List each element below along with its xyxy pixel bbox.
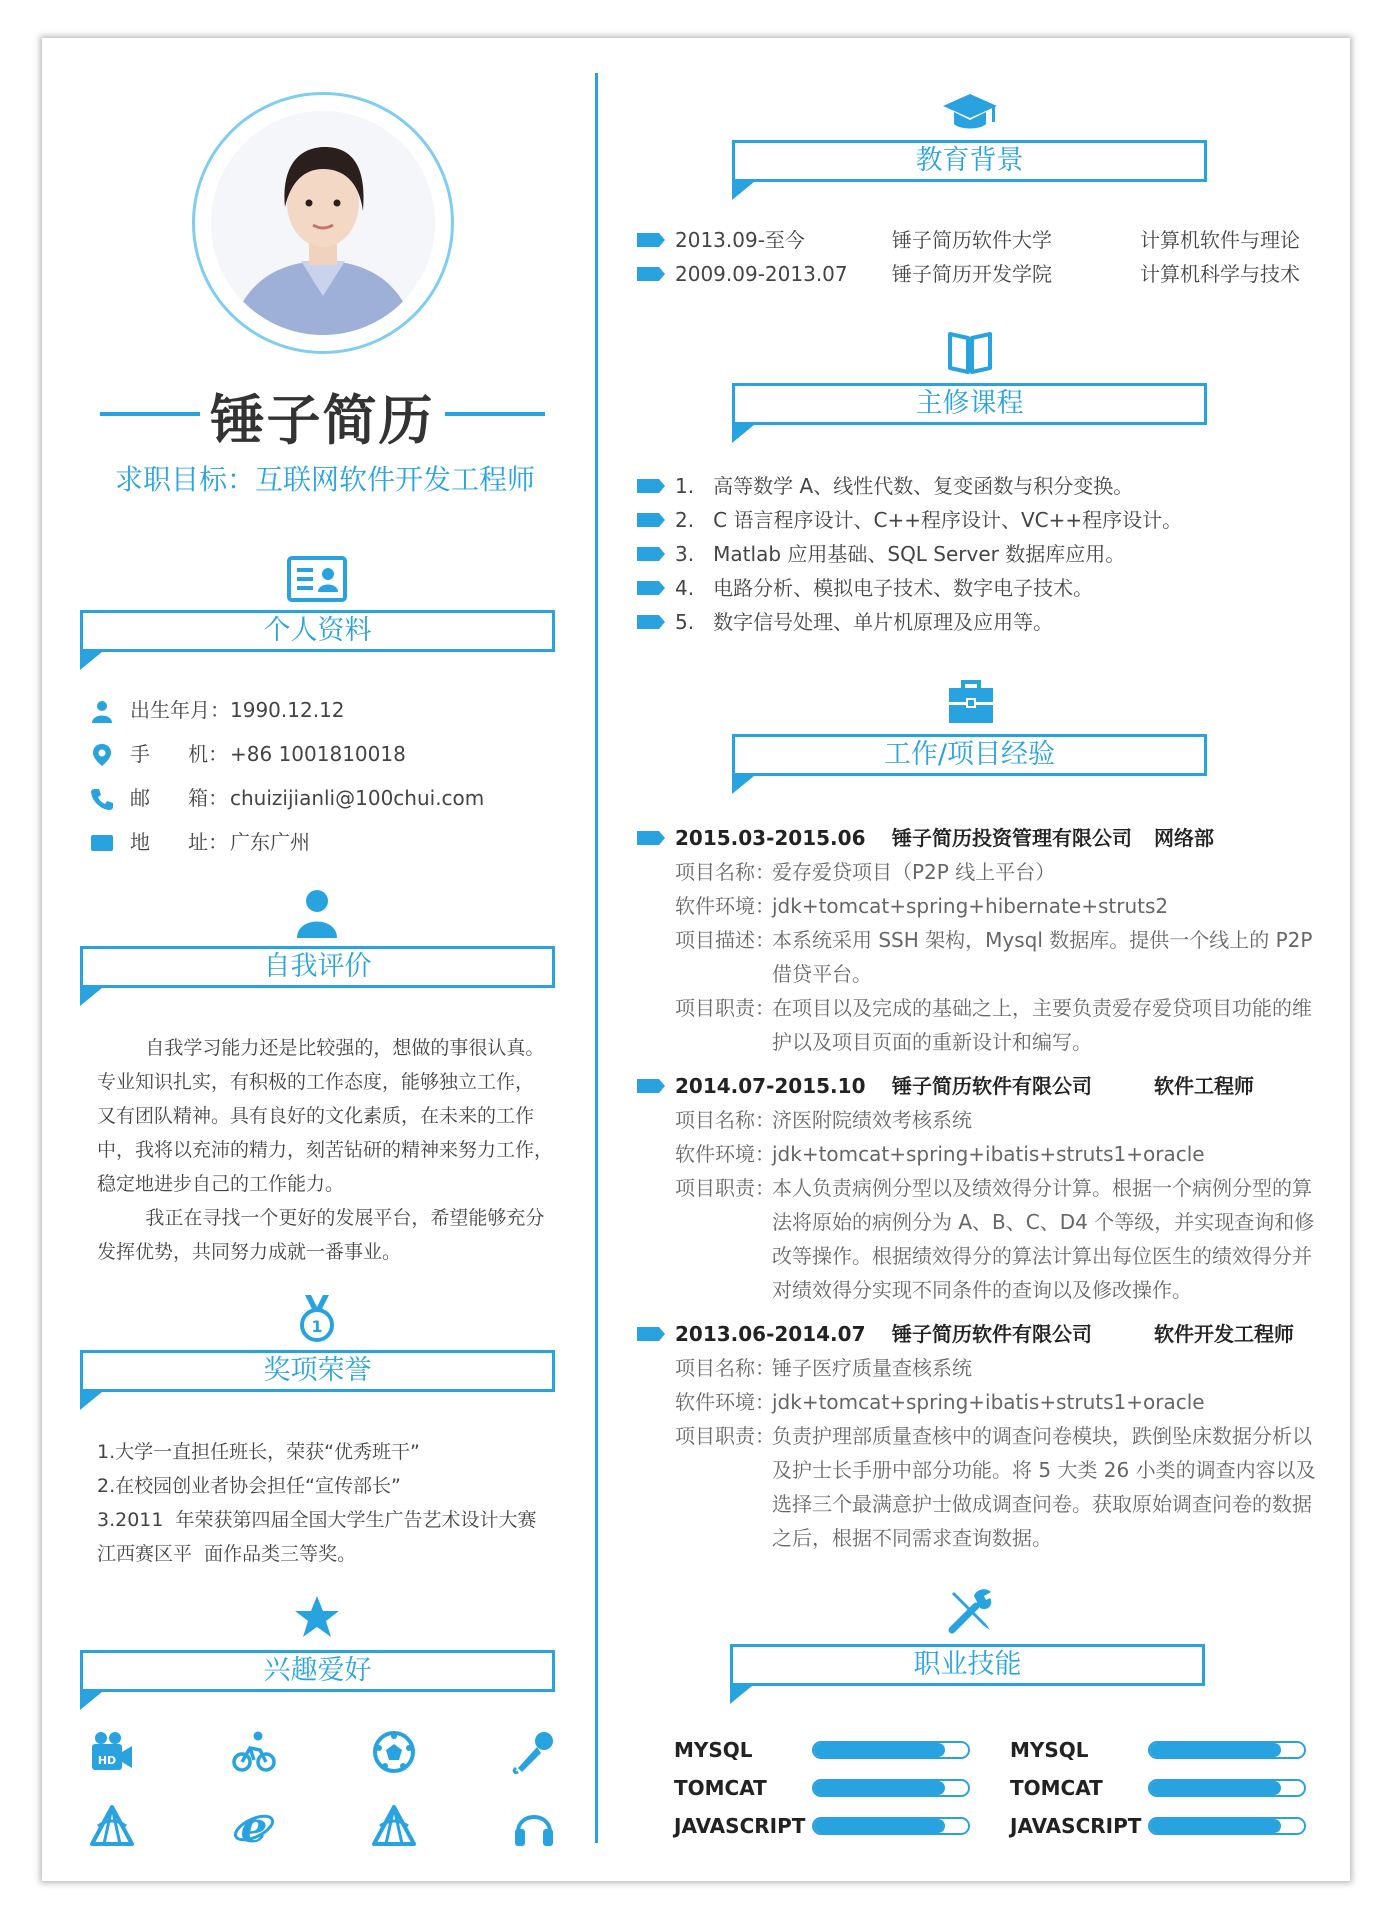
info-value: +86 1001810018 (230, 742, 406, 766)
bullet-icon (637, 513, 665, 527)
info-value: 1990.12.12 (230, 698, 345, 722)
info-label: 手 机： (130, 742, 229, 766)
exp-key: 项目职责： (675, 996, 775, 1020)
exp-company: 锤子简历投资管理有限公司 (892, 826, 1132, 850)
section-tail (80, 988, 102, 1006)
section-tail (730, 1686, 752, 1704)
exp-key: 项目描述： (675, 928, 775, 952)
award-item: 3.2011 年荣获第四届全国大学生广告艺术设计大赛 (97, 1509, 537, 1531)
course-item: 3. Matlab 应用基础、SQL Server 数据库应用。 (675, 542, 1126, 566)
award-item: 江西赛区平 面作品类三等奖。 (97, 1543, 357, 1565)
exp-period: 2014.07-2015.10 (675, 1074, 866, 1098)
exp-value: 本人负责病例分型以及绩效得分计算。根据一个病例分型的算 (772, 1176, 1312, 1200)
skill-bar-fill (1150, 1819, 1281, 1833)
exp-key: 软件环境： (675, 1390, 775, 1414)
exp-value: 爱存爱贷项目（P2P 线上平台） (772, 860, 1056, 884)
mail-icon (90, 831, 114, 855)
exp-value: 选择三个最满意护士做成调查问卷。获取原始调查问卷的数据 (772, 1492, 1312, 1516)
exp-value: 本系统采用 SSH 架构，Mysql 数据库。提供一个线上的 P2P (772, 928, 1313, 952)
education-school: 锤子简历开发学院 (892, 262, 1052, 286)
bullet-icon (637, 479, 665, 493)
microphone-icon (512, 1730, 556, 1774)
headphones-icon (512, 1804, 556, 1848)
briefcase-icon (948, 680, 994, 724)
cycling-icon (232, 1730, 276, 1774)
job-goal: 求职目标：互联网软件开发工程师 (114, 463, 535, 496)
location-icon (90, 743, 114, 767)
skill-bar (812, 1779, 970, 1797)
bullet-icon (637, 615, 665, 629)
course-item: 1. 高等数学 A、线性代数、复变函数与积分变换。 (675, 474, 1134, 498)
section-tail (80, 1692, 102, 1710)
exp-value: jdk+tomcat+spring+hibernate+struts2 (772, 894, 1169, 918)
info-value: 广东广州 (230, 830, 310, 854)
exp-key: 项目名称： (675, 860, 775, 884)
section-title: 教育背景 (732, 140, 1207, 182)
text-line: 发挥优势，共同努力成就一番事业。 (97, 1241, 402, 1263)
skill-bar-fill (814, 1781, 945, 1795)
skill-name: TOMCAT (1010, 1776, 1103, 1800)
skill-bar-fill (814, 1743, 945, 1757)
photo-frame (192, 92, 454, 354)
person-icon (90, 699, 114, 723)
section-title: 奖项荣誉 (80, 1350, 555, 1392)
tools-icon (946, 1586, 996, 1636)
svg-text:HD: HD (97, 1754, 117, 1767)
user-icon (296, 888, 338, 938)
football-icon (372, 1730, 416, 1774)
award-item: 2.在校园创业者协会担任“宣传部长” (97, 1475, 401, 1497)
exp-value: 护以及项目页面的重新设计和编写。 (772, 1030, 1092, 1054)
exp-key: 项目名称： (675, 1356, 775, 1380)
exp-value: 锤子医疗质量查核系统 (772, 1356, 972, 1380)
award-item: 1.大学一直担任班长，荣获“优秀班干” (97, 1441, 420, 1463)
exp-period: 2015.03-2015.06 (675, 826, 866, 850)
exp-value: 法将原始的病例分为 A、B、C、D4 个等级，并实现查询和修 (772, 1210, 1315, 1234)
skill-name: JAVASCRIPT (674, 1814, 806, 1838)
course-item: 5. 数字信号处理、单片机原理及应用等。 (675, 610, 1054, 634)
skill-bar-fill (1150, 1781, 1281, 1795)
exp-key: 项目名称： (675, 1108, 775, 1132)
resume-page (42, 38, 1350, 1881)
exp-value: jdk+tomcat+spring+ibatis+struts1+oracle (772, 1390, 1205, 1414)
exp-value: 对绩效得分实现不同条件的查询以及修改操作。 (772, 1278, 1192, 1302)
text-line: 自我学习能力还是比较强的，想做的事很认真。 (97, 1037, 545, 1059)
column-divider (595, 73, 598, 1843)
info-label: 出生年月： (130, 698, 230, 722)
exp-key: 项目职责： (675, 1176, 775, 1200)
bullet-icon (637, 831, 665, 845)
section-title: 工作/项目经验 (732, 734, 1207, 776)
education-major: 计算机科学与技术 (1140, 262, 1300, 286)
phone-icon (90, 787, 114, 811)
name-row (100, 378, 545, 452)
course-item: 2. C 语言程序设计、C++程序设计、VC++程序设计。 (675, 508, 1183, 532)
education-major: 计算机软件与理论 (1140, 228, 1300, 252)
candidate-name: 锤子简历 (210, 389, 435, 452)
exp-role: 软件开发工程师 (1154, 1322, 1294, 1346)
skill-bar (812, 1817, 970, 1835)
text-line: 又有团队精神。具有良好的文化素质，在未来的工作 (97, 1105, 535, 1127)
exp-role: 网络部 (1154, 826, 1214, 850)
exp-company: 锤子简历软件有限公司 (892, 1074, 1092, 1098)
skill-name: MYSQL (1010, 1738, 1089, 1762)
exp-key: 软件环境： (675, 1142, 775, 1166)
bullet-icon (637, 581, 665, 595)
education-school: 锤子简历软件大学 (892, 228, 1052, 252)
section-tail (80, 652, 102, 670)
section-tail (732, 425, 754, 443)
book-icon (946, 328, 994, 376)
section-title: 个人资料 (80, 610, 555, 652)
skill-name: TOMCAT (674, 1776, 767, 1800)
skill-bar (1148, 1779, 1306, 1797)
section-title: 职业技能 (730, 1644, 1205, 1686)
info-label: 邮 箱： (130, 786, 229, 810)
info-value: chuizijianli@100chui.com (230, 786, 485, 810)
section-title: 主修课程 (732, 383, 1207, 425)
browser-icon (232, 1804, 276, 1848)
text-line: 专业知识扎实，有积极的工作态度，能够独立工作， (97, 1071, 535, 1093)
exp-value: 在项目以及完成的基础之上，主要负责爱存爱贷项目功能的维 (772, 996, 1312, 1020)
exp-value: 之后，根据不同需求查询数据。 (772, 1526, 1052, 1550)
skill-bar (812, 1741, 970, 1759)
exp-value: jdk+tomcat+spring+ibatis+struts1+oracle (772, 1142, 1205, 1166)
skill-name: MYSQL (674, 1738, 753, 1762)
exp-period: 2013.06-2014.07 (675, 1322, 866, 1346)
education-period: 2009.09-2013.07 (675, 262, 848, 286)
text-line: 中，我将以充沛的精力，刻苦钻研的精神来努力工作， (97, 1139, 554, 1161)
video-camera-icon (90, 1730, 134, 1774)
exp-key: 软件环境： (675, 894, 775, 918)
exp-value: 改等操作。根据绩效得分的算法计算出每位医生的绩效得分并 (772, 1244, 1312, 1268)
info-label: 地 址： (130, 830, 229, 854)
text-line: 我正在寻找一个更好的发展平台，希望能够充分 (97, 1207, 545, 1229)
skill-name: JAVASCRIPT (1010, 1814, 1142, 1838)
skill-bar-fill (1150, 1743, 1281, 1757)
exp-value: 及护士长手册中部分功能。将 5 大类 26 小类的调查内容以及 (772, 1458, 1316, 1482)
skill-bar-fill (814, 1819, 945, 1833)
bullet-icon (637, 267, 665, 281)
tent-icon (90, 1804, 134, 1848)
bullet-icon (637, 547, 665, 561)
exp-value: 借贷平台。 (772, 962, 872, 986)
section-tail (732, 182, 754, 200)
id-card-icon (287, 556, 347, 602)
medal-icon (299, 1293, 335, 1343)
education-period: 2013.09-至今 (675, 228, 805, 252)
self-eval-text (97, 1031, 553, 1269)
section-title: 兴趣爱好 (80, 1650, 555, 1692)
bullet-icon (637, 1327, 665, 1341)
skill-bar (1148, 1817, 1306, 1835)
tent-icon (372, 1804, 416, 1848)
svg-text:e: e (240, 1804, 268, 1848)
skill-bar (1148, 1741, 1306, 1759)
exp-key: 项目职责： (675, 1424, 775, 1448)
section-tail (80, 1392, 102, 1410)
exp-value: 济医附院绩效考核系统 (772, 1108, 972, 1132)
section-tail (732, 776, 754, 794)
awards-text (97, 1435, 537, 1571)
course-item: 4. 电路分析、模拟电子技术、数字电子技术。 (675, 576, 1094, 600)
section-title: 自我评价 (80, 946, 555, 988)
graduation-cap-icon (942, 92, 998, 132)
exp-company: 锤子简历软件有限公司 (892, 1322, 1092, 1346)
svg-text:1: 1 (311, 1317, 323, 1336)
bullet-icon (637, 233, 665, 247)
avatar (211, 111, 435, 335)
bullet-icon (637, 1079, 665, 1093)
exp-value: 负责护理部质量查核中的调查问卷模块，跌倒坠床数据分析以 (772, 1424, 1312, 1448)
exp-role: 软件工程师 (1154, 1074, 1254, 1098)
text-line: 稳定地进步自己的工作能力。 (97, 1173, 345, 1195)
star-icon (294, 1594, 340, 1640)
